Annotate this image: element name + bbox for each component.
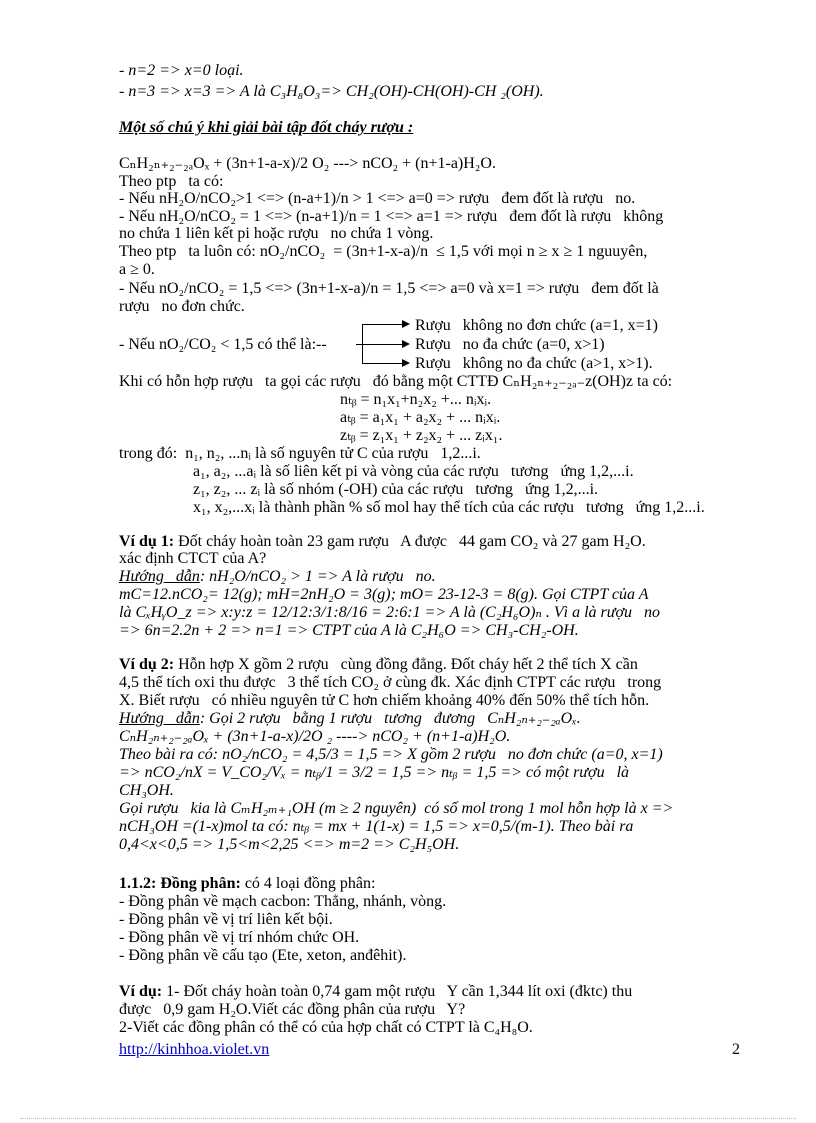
- branch-arrow-line: [362, 324, 402, 325]
- formula-line: zₜᵦ = z₁x₁ + z₂x₂ + ... zᵢx₁.: [340, 427, 503, 444]
- text-line: Theo bài ra có: nO₂/nCO₂ = 4,5/3 = 1,5 => X gồm 2 rượu no đơn chức (a=0, x=1): [119, 746, 663, 763]
- example-label: Ví dụ:: [119, 983, 163, 1000]
- text-line: trong đó: n₁, n₂, ...nᵢ là số nguyên tử C của rượu 1,2...i.: [119, 445, 481, 462]
- text-line: nCH₃OH =(1-x)mol ta có: nₜᵦ = mx + 1(1-x) = 1,5 => x=0,5/(m-1). Theo bài ra: [119, 818, 634, 835]
- formula-line: nₜᵦ = n₁x₁+n₂x₂ +... nᵢxᵢ.: [340, 391, 492, 408]
- text-line: - n=3 => x=3 => A là C₃H₈O₃=> CH₂(OH)-CH(OH)-CH ₂(OH).: [119, 83, 544, 100]
- text-line: a₁, a₂, ...aᵢ là số liên kết pi và vòng của các rượu tương ứng 1,2,...i.: [193, 463, 634, 480]
- branch-option: Rượu không no đơn chức (a=1, x=1): [415, 317, 658, 334]
- text-line: CH₃OH.: [119, 782, 174, 799]
- text-line: no chứa 1 liên kết pi hoặc rượu no chứa 1 vòng.: [119, 225, 434, 242]
- branch-lead: - Nếu nO₂/CO₂ < 1,5 có thể là:--: [119, 336, 327, 353]
- text-line: - Nếu nH₂O/nCO₂ = 1 <=> (n-a+1)/n = 1 <=> a=1 => rượu đem đốt là rượu không: [119, 208, 664, 225]
- example-1-line: Ví dụ 1: Đốt cháy hoàn toàn 23 gam rượu A được 44 gam CO₂ và 27 gam H₂O.: [119, 533, 646, 550]
- list-item: - Đồng phân về vị trí nhóm chức OH.: [119, 929, 360, 946]
- text-line: Theo ptp ta luôn có: nO₂/nCO₂ = (3n+1-x-a)/n ≤ 1,5 với mọi n ≥ x ≥ 1 nguuyên,: [119, 243, 648, 260]
- arrow-right-icon: [402, 320, 410, 328]
- text-line: a ≥ 0.: [119, 261, 155, 278]
- footer-link[interactable]: http://kinhhoa.violet.vn: [119, 1041, 270, 1058]
- section-heading: Một số chú ý khi giải bài tập đốt cháy rượu :: [119, 119, 414, 136]
- branch-arrow-line: [356, 344, 402, 345]
- text-line: được 0,9 gam H₂O.Viết các đồng phân của rượu Y?: [119, 1001, 466, 1018]
- hint-label: Hướng dẫn: [119, 710, 200, 727]
- text-line: => nCO₂/nX = V_CO₂/Vₓ = nₜᵦ/1 = 3/2 = 1,5 => nₜᵦ = 1,5 => có một rượu là: [119, 764, 630, 781]
- text-line: 0,4<x<0,5 => 1,5<m<2,25 <=> m=2 => C₂H₅OH.: [119, 836, 460, 853]
- text-line: CₙH₂ₙ₊₂₋₂ₐOₓ + (3n+1-a-x)/2O ₂ ----> nCO₂ + (n+1-a)H₂O.: [119, 728, 511, 745]
- text-line: Gọi rượu kia là CₘH₂ₘ₊₁OH (m ≥ 2 nguyên) có số mol trong 1 mol hỗn hợp là x =>: [119, 800, 674, 817]
- branch-option: Rượu không no đa chức (a>1, x>1).: [415, 355, 653, 372]
- branch-arrow-line: [362, 363, 402, 364]
- example-2-line: Ví dụ 2: Hỗn hợp X gồm 2 rượu cùng đồng đẳng. Đốt cháy hết 2 thể tích X cần: [119, 656, 638, 673]
- page-bottom-border: [20, 1118, 796, 1119]
- text-line: 2-Viết các đồng phân có thể có của hợp chất có CTPT là C₄H₈O.: [119, 1019, 533, 1036]
- text-line: Khi có hỗn hợp rượu ta gọi các rượu đó bằng một CTTĐ CₙH₂ₙ₊₂₋₂ₐ₋z(OH)z ta có:: [119, 373, 673, 390]
- arrow-right-icon: [402, 359, 410, 367]
- text-line: z₁, z₂, ... zᵢ là số nhóm (-OH) của các rượu tương ứng 1,2,...i.: [193, 481, 599, 498]
- example-label: Ví dụ 1:: [119, 533, 175, 550]
- list-item: - Đồng phân về vị trí liên kết bội.: [119, 911, 333, 928]
- branch-option: Rượu no đa chức (a=0, x>1): [415, 336, 605, 353]
- text-line: - Nếu nO₂/nCO₂ = 1,5 <=> (3n+1-x-a)/n = 1,5 <=> a=0 và x=1 => rượu đem đốt là: [119, 280, 659, 297]
- hint-line: Hướng dẫn: nH₂O/nCO₂ > 1 => A là rượu no.: [119, 568, 436, 585]
- text-line: mC=12.nCO₂= 12(g); mH=2nH₂O = 3(g); mO= 23-12-3 = 8(g). Gọi CTPT của A: [119, 586, 649, 603]
- reaction-equation: CₙH₂ₙ₊₂₋₂ₐOₓ + (3n+1-a-x)/2 O₂ ---> nCO₂ + (n+1-a)H₂O.: [119, 155, 496, 172]
- formula-line: aₜᵦ = a₁x₁ + a₂x₂ + ... nᵢxᵢ.: [340, 409, 501, 426]
- hint-label: Hướng dẫn: [119, 568, 200, 585]
- text-line: - Nếu nH₂O/nCO₂>1 <=> (n-a+1)/n > 1 <=> a=0 => rượu đem đốt là rượu no.: [119, 190, 636, 207]
- text-line: xác định CTCT của A?: [119, 550, 267, 567]
- list-item: - Đồng phân về mạch cacbon: Thẳng, nhánh, vòng.: [119, 893, 447, 910]
- text-line: X. Biết rượu có nhiều nguyên tử C hơn chiếm khoảng 40% đến 50% thể tích hỗn.: [119, 692, 650, 709]
- section-1-1-2-title: 1.1.2: Đồng phân: có 4 loại đồng phân:: [119, 875, 376, 892]
- example-3-line: Ví dụ: 1- Đốt cháy hoàn toàn 0,74 gam một rượu Y cần 1,344 lít oxi (đktc) thu: [119, 983, 633, 1000]
- list-item: - Đồng phân về cấu tạo (Ete, xeton, anđêhit).: [119, 947, 407, 964]
- text-line: 4,5 thể tích oxi thu được 3 thể tích CO₂ ở cùng đk. Xác định CTPT các rượu trong: [119, 674, 662, 691]
- text-line: => 6n=2.2n + 2 => n=1 => CTPT của A là C₂H₆O => CH₃-CH₂-OH.: [119, 622, 579, 639]
- page-number: 2: [732, 1041, 740, 1058]
- text-line: - n=2 => x=0 loại.: [119, 62, 244, 79]
- hint-line: Hướng dẫn: Gọi 2 rượu bằng 1 rượu tương đương CₙH₂ₙ₊₂₋₂ₐOₓ.: [119, 710, 581, 727]
- example-label: Ví dụ 2:: [119, 656, 175, 673]
- arrow-right-icon: [402, 340, 410, 348]
- text-line: Theo ptp ta có:: [119, 173, 224, 190]
- text-line: là CₓHᵧO_z => x:y:z = 12/12:3/1:8/16 = 2:6:1 => A là (C₂H₆O)ₙ . Vì a là rượu no: [119, 604, 661, 621]
- text-line: rượu no đơn chức.: [119, 298, 245, 315]
- text-line: x₁, x₂,...xᵢ là thành phần % số mol hay thể tích của các rượu tương ứng 1,2...i.: [193, 499, 705, 516]
